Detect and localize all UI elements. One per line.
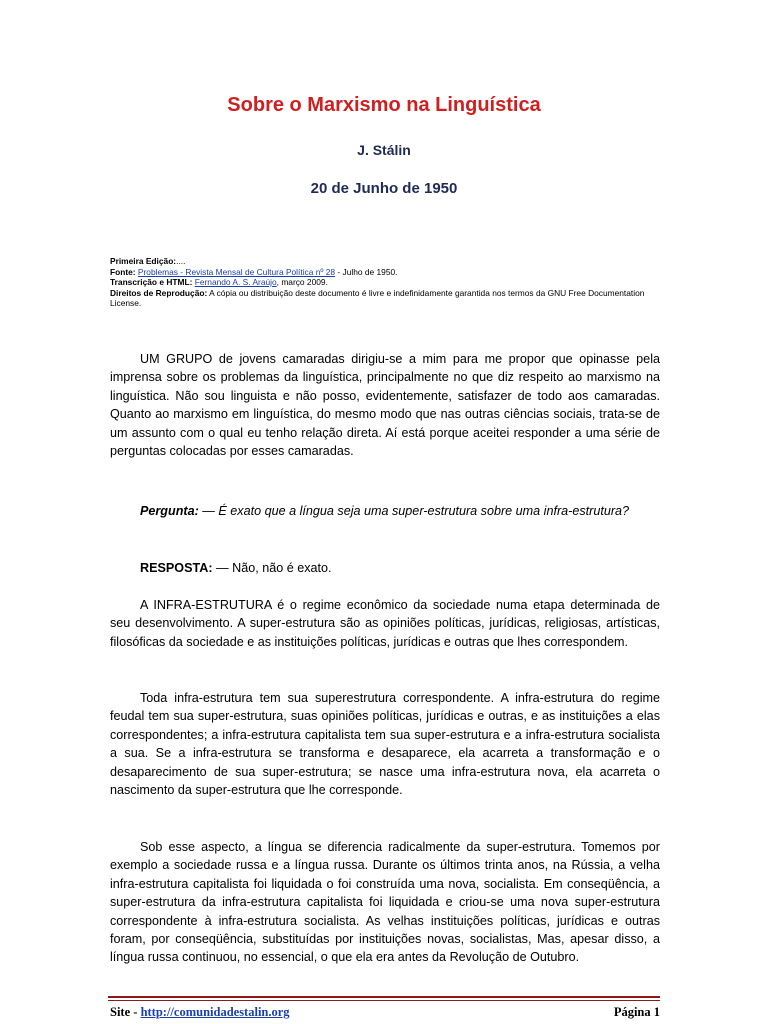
transcription-suffix: , março 2009. (276, 277, 328, 288)
body-paragraph-1 (110, 350, 660, 460)
source-line (110, 267, 670, 278)
document-date: 20 de Junho de 1950 (310, 180, 458, 197)
paragraph-infrastructure: A INFRA-ESTRUTURA é o regime econômico da sociedade numa etapa determinada de seu desenvolvimento. A super-estrutura são as opiniões políticas, jurídicas, religiosas, artísticas, filosóficas da sociedade e as instituições políticas, jurídicas e outras que lhes correspondem. (110, 598, 660, 649)
first-edition-value: .... (176, 256, 186, 266)
metadata-block (110, 256, 670, 309)
body-paragraph-4 (110, 838, 660, 967)
question-block (110, 502, 660, 520)
page-number: Página 1 (613, 1005, 660, 1019)
document-title: Sobre o Marxismo na Linguística (227, 94, 541, 116)
footer-site-link[interactable]: http://comunidadestalin.org (140, 1005, 290, 1019)
source-label: Fonte: (110, 266, 136, 277)
transcription-label: Transcrição e HTML: (110, 277, 193, 288)
footer-site-label: Site - (110, 1005, 141, 1019)
source-link[interactable]: Problemas - Revista Mensal de Cultura Política nº 28 (137, 266, 336, 277)
rights-line (110, 288, 670, 309)
question-text: — É exato que a língua seja uma super-estrutura sobre uma infra-estrutura? (198, 504, 630, 518)
answer-block (110, 559, 660, 577)
answer-label: RESPOSTA: (140, 561, 213, 575)
answer-paragraph (110, 559, 660, 577)
source-suffix: - Julho de 1950. (335, 266, 398, 277)
body-paragraph-3 (110, 689, 660, 799)
transcription-link[interactable]: Fernando A. S. Araújo (194, 277, 277, 288)
question-paragraph (110, 502, 660, 520)
document-author: J. Stálin (357, 142, 411, 158)
rights-text: A cópia ou distribuição deste documento é livre e indefinidamente garantida nos termos da GNU Free Documentation License. (110, 287, 645, 309)
footer-rule-thick (108, 996, 660, 998)
body-paragraph-2 (110, 596, 660, 651)
footer-rule-thin (108, 1000, 660, 1001)
footer-site (110, 1005, 290, 1020)
paragraph-language: Sob esse aspecto, a língua se diferencia radicalmente da super-estrutura. Tomemos por exemplo a sociedade russa e a língua russa. Durante os últimos trinta anos, na Rússia, a velha infra-estrutura capitalista foi liquidada o foi construída uma nova, socialista. Em conseqüência, a super-estrutura da infra-estrutura capitalista foi liquidada e criou-se uma nova super-estrutura correspondente à infra-estrutura socialista. As velhas instituições políticas, jurídicas e outras foram, por conseqüência, substituídas por instituições novas, socialistas, Mas, apesar disso, a língua russa continuou, no essencial, o que ela era antes da Revolução de Outubro. (110, 840, 660, 965)
first-edition-line (110, 256, 670, 267)
question-label: Pergunta: (140, 504, 199, 518)
rights-label: Direitos de Reprodução: (110, 287, 208, 298)
paragraph-intro: UM GRUPO de jovens camaradas dirigiu-se a mim para me propor que opinasse pela imprensa sobre os problemas da linguística, principalmente no que diz respeito ao marxismo na linguística. Não sou linguista e não posso, evidentemente, satisfazer de todo aos camaradas. Quanto ao marxismo em linguística, do mesmo modo que nas outras ciências sociais, trata-se de um assunto com o qual eu tenho relação direta. Aí está porque aceitei responder a uma série de perguntas colocadas por esses camaradas. (110, 352, 660, 459)
transcription-line (110, 277, 670, 288)
paragraph-superstructure: Toda infra-estrutura tem sua superestrutura correspondente. A infra-estrutura do regime feudal tem sua super-estrutura, suas opiniões políticas, jurídicas e outras, e as instituições a elas correspondentes; a infra-estrutura capitalista tem sua super-estrutura e a infra-estrutura socialista a sua. Se a infra-estrutura se transforma e desaparece, ela acarreta a transformação e o desaparecimento de sua super-estrutura; se nasce uma infra-estrutura nova, ela acarreta o nascimento da super-estrutura que lhe corresponde. (110, 691, 660, 798)
first-edition-label: Primeira Edição: (110, 256, 177, 266)
answer-text: — Não, não é exato. (212, 561, 332, 575)
